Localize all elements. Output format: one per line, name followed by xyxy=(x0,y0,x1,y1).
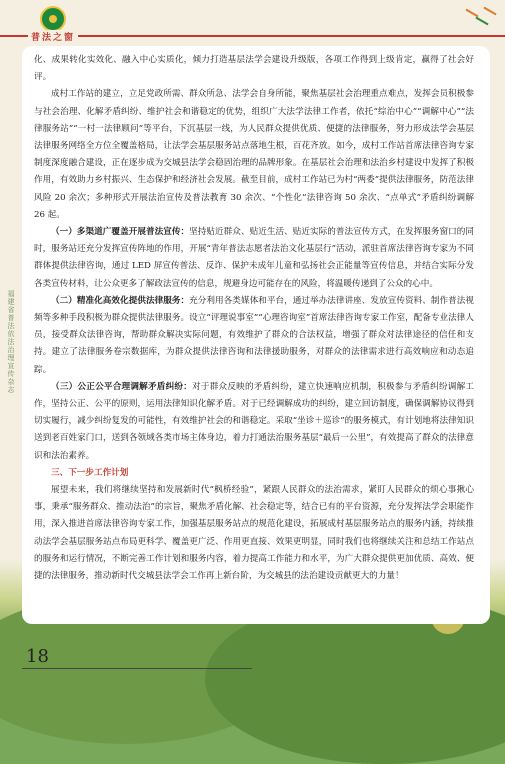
decorative-flourish-icon xyxy=(461,4,501,34)
section-heading: 三、下一步工作计划 xyxy=(51,467,129,478)
emblem-icon xyxy=(40,6,66,32)
page-number: 18 xyxy=(26,646,49,667)
paragraph-text: 对于群众反映的矛盾纠纷，建立快速响应机制，积极参与矛盾纠纷调解工作，坚持公正、公平的原则，运用法律知识化解矛盾。对于已经调解成功的纠纷，建立回访制度，确保调解协议得到切实履行，减少纠纷复发的可能性，有效维护社会的和谐稳定。采取“坐诊＋巡诊”的服务模式，有计划地将法律知识送到老百姓家门口，送到各领域各类市场主体身边，着力打通法治服务基层“最后一公里”，有效提高了群众的法律意识和法治素养。 xyxy=(34,381,474,461)
side-caption: 福建省普法依法治理宣传杂志 xyxy=(7,290,15,394)
page-number-rule xyxy=(22,668,252,669)
article-body xyxy=(34,52,474,585)
subheading: （一）多渠道广覆盖开展普法宣传： xyxy=(51,227,190,238)
paragraph: 化、成果转化实效化、融入中心实质化，倾力打造基层法学会建设升级版，各项工作得到上级肯定，赢得了社会好评。 xyxy=(34,55,474,83)
subheading: （三）公正公平合理调解矛盾纠纷： xyxy=(51,381,193,392)
subheading: （二）精准化高效化提供法律服务： xyxy=(51,295,190,306)
paragraph: 展望未来，我们将继续坚持和发展新时代“枫桥经验”，紧跟人民群众的法治需求，紧盯人民群众的烦心事揪心事，秉承“服务群众、推动法治”的宗旨，聚焦矛盾化解、社会稳定等，结合已有的平台资源，充分发挥法学会职能作用，深入推进首席法律咨询专家工作，加强基层服务站点的规范化建设，拓展成村基层服务站点的服务内涵，持续推动法学会基层服务站点布局更科学、覆盖更广泛、作用更直接、效果更明显，同时我们也将继续关注和总结工作站点的服务和运行情况，不断完善工作计划和服务内容，着力提高工作能力和水平，为广大群众提供更加优质、高效、便捷的法律服务，推动新时代交城县法学会工作再上新台阶，为交城县的法治建设贡献更大的力量！ xyxy=(34,485,474,582)
paragraph xyxy=(34,224,474,293)
section-title: 普法之窗 xyxy=(28,30,78,43)
paragraph xyxy=(34,379,474,465)
paragraph-text: 充分利用各类媒体和平台，通过举办法律讲座、发放宣传资料、制作普法视频等多种手段积极为群众提供法律服务。设立“评理说事室”“心理咨询室”首席法律咨询专家工作室，配备专业法律人员，接受群众法律咨询，帮助群众解决实际问题，有效维护了群众的合法权益，增强了群众对法律途径的信任和支持。建立了法律服务卷宗数据库，为群众提供法律咨询和法律援助服务，对群众的法律需求进行高效响应和动态追踪。 xyxy=(34,295,474,375)
paragraph: 成村工作站的建立，立足党政所需、群众所急、法学会自身所能，聚焦基层社会治理重点难点，发挥会员积极参与社会治理、化解矛盾纠纷、维护社会和谐稳定的优势，组织广大法学法律工作者，依托“综治中心”“调解中心”“法律服务站”“一村一法律顾问”等平台，下沉基层一线，为人民群众提供优质、便捷的法律服务，努力形成法学会基层法律服务网络全方位全覆盖格局，让法学会基层服务站点落地生根，百花齐放。如今，成村工作站首席法律咨询专家制度深度融合建设，正在逐步成为交城县法学会稳固治理的品牌形象。在基层社会治理和法治乡村建设中发挥了积极作用，有效助力乡村振兴、生态保护和经济社会发展。截至目前，成村工作站已为村“两委”提供法律服务，防范法律风险 20 余次；多种形式开展法治宣传及普法教育 30 余次、“个性化”法律咨询 50 余次、“点单式”矛盾纠纷调解 26 起。 xyxy=(34,89,474,220)
paragraph-text: 坚持贴近群众、贴近生活、贴近实际的普法宣传方式，在发挥服务窗口的同时，服务站还充分发挥宣传阵地的作用，开展“青年普法志愿者法治文化基层行”活动，派驻首席法律咨询专家为不同群体提供法律咨询，通过 LED 屏宣传普法、反诈、保护未成年儿童和弘扬社会正能量等宣传信息，并结合实际分发各类宣传材料，让公众更多了解政法宣传的信息，规避身边可能存在的风险，将温暖传递到了公众的心中。 xyxy=(34,227,474,289)
paragraph xyxy=(34,293,474,379)
